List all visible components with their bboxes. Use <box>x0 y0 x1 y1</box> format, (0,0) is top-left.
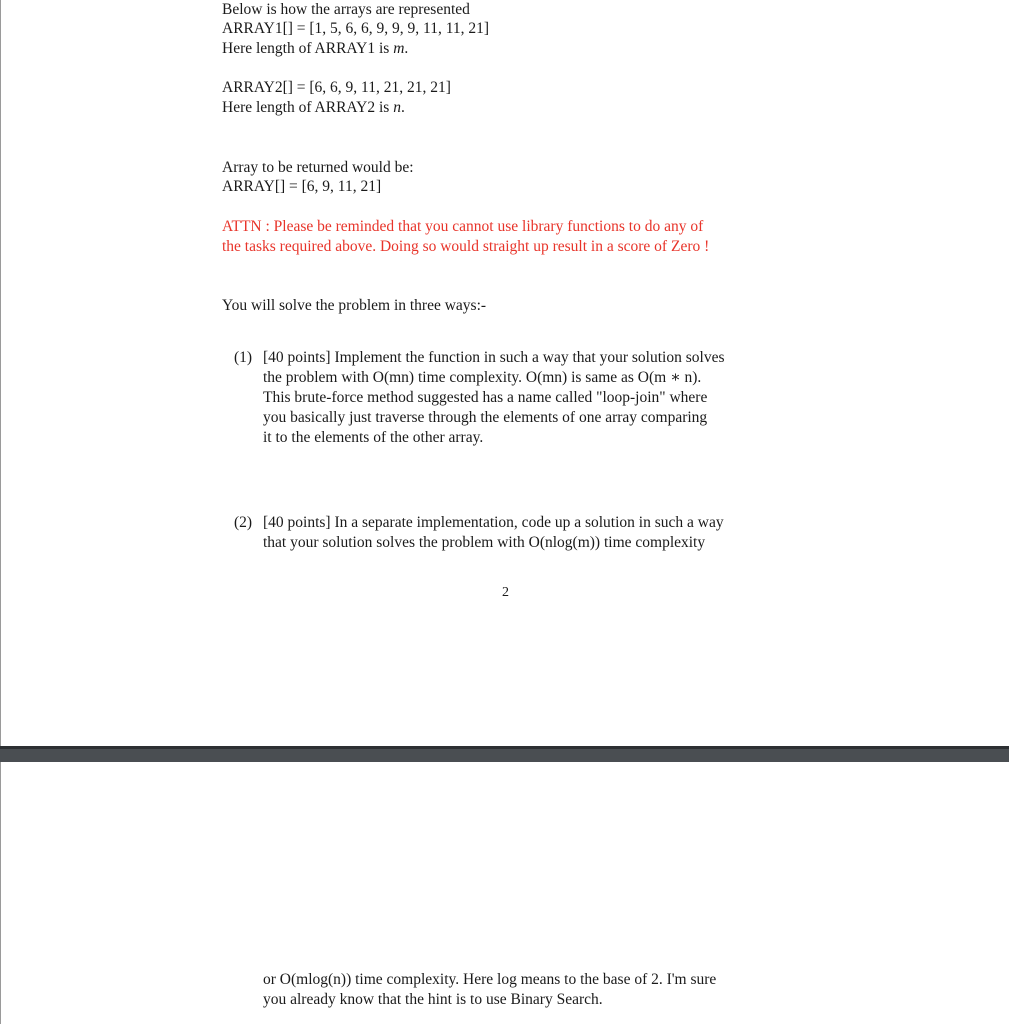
item-1-line-1: [40 points] Implement the function in such a way that your solution solves <box>263 349 725 366</box>
page-number: 2 <box>502 585 509 600</box>
item-2-continuation-line-2: you already know that the hint is to use Binary Search. <box>263 991 603 1008</box>
item-1-label: (1) <box>234 349 253 366</box>
attention-line-1: ATTN : Please be reminded that you cannot use library functions to do any of <box>222 218 704 235</box>
intro-line: Below is how the arrays are represented <box>222 1 470 18</box>
document-page-bottom <box>0 762 1009 1024</box>
array1-length <box>222 39 408 59</box>
item-2-continuation-line-1: or O(mlog(n)) time complexity. Here log means to the base of 2. I'm sure <box>263 971 717 988</box>
array1-length-prefix: Here length of ARRAY1 is <box>222 40 394 57</box>
item-1-line-3: This brute-force method suggested has a name called "loop-join" where <box>263 389 708 406</box>
array2-length-suffix: . <box>400 99 405 116</box>
ways-intro: You will solve the problem in three ways:- <box>222 297 487 314</box>
item-1-line-5: it to the elements of the other array. <box>263 429 484 446</box>
result-array: ARRAY[] = [6, 9, 11, 21] <box>222 178 382 195</box>
item-1-line-2: the problem with O(mn) time complexity. O(mn) is same as O(m ∗ n). <box>263 369 702 386</box>
item-2-line-1: [40 points] In a separate implementation, code up a solution in such a way <box>263 514 724 531</box>
array2-definition: ARRAY2[] = [6, 6, 9, 11, 21, 21, 21] <box>222 79 451 96</box>
array1-length-suffix: . <box>404 40 409 57</box>
array2-length-prefix: Here length of ARRAY2 is <box>222 99 394 116</box>
array2-length <box>222 98 405 118</box>
attention-line-2: the tasks required above. Doing so would straight up result in a score of Zero ! <box>222 238 710 255</box>
item-2-line-2: that your solution solves the problem with O(nlog(m)) time complexity <box>263 534 706 551</box>
page-separator-shadow <box>0 746 1009 749</box>
item-1-line-4: you basically just traverse through the elements of one array comparing <box>263 409 708 426</box>
item-2-label: (2) <box>234 514 253 531</box>
array2-length-var: n <box>393 99 401 116</box>
array1-definition: ARRAY1[] = [1, 5, 6, 6, 9, 9, 9, 11, 11, 21] <box>222 20 490 37</box>
page-separator <box>0 746 1009 762</box>
array1-length-var: m <box>393 40 405 57</box>
result-intro: Array to be returned would be: <box>222 159 414 176</box>
